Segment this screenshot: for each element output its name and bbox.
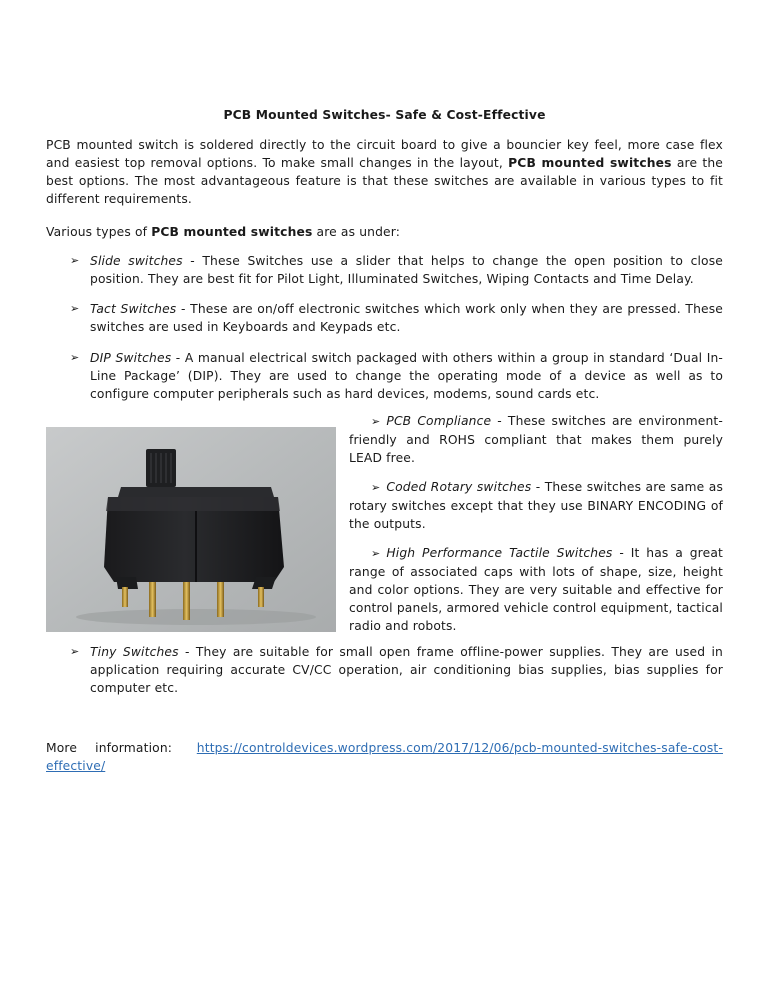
more-information-label: More information: [46, 741, 173, 755]
page-title: PCB Mounted Switches- Safe & Cost-Effective [223, 108, 546, 122]
list-item-pcb-compliance: ➢ PCB Compliance - These switches are environment-friendly and ROHS compliant that makes them purely LEAD free. [349, 414, 723, 465]
intro-paragraph: PCB mounted switch is soldered directly to the circuit board to give a bouncier key feel, more case flex and easiest top removal options. To make small changes in the layout, PCB mounted switches are the best options. The most advantageous feature is that these switches are available in various types to fit different requirements. [46, 138, 724, 206]
various-types-line: Various types of PCB mounted switches are as under: [46, 225, 401, 239]
more-information-link[interactable]: https://controldevices.wordpress.com/2017/12/06/pcb-mounted-switches-safe-cost- [196, 741, 723, 755]
list-item-tiny-switches: Tiny Switches - They are suitable for small open frame offline-power supplies. They are used in application requiring accurate CV/CC operation, air conditioning bias supplies, bias supplies for computer etc. [90, 645, 723, 695]
more-information [46, 739, 723, 775]
arrow-bullet-icon: ➢ [70, 351, 80, 364]
intro-bold-term: PCB mounted switches [508, 156, 672, 170]
list-item-high-performance-tactile-switches: ➢ High Performance Tactile Switches - It has a great range of associated caps with lots of shape, size, height and color options. They are very suitable and effective for control panels, armored vehicle control equipment, tactical radio and robots. [349, 546, 723, 633]
arrow-bullet-icon: ➢ [70, 645, 80, 658]
list-item-dip-switches: DIP Switches - A manual electrical switch packaged with others within a group in standard ‘Dual In-Line Package’ (DIP). They are used to change the operating mode of a device as well as to configure computer peripherals such as hard devices, modems, sound cards etc. [90, 351, 723, 401]
more-information-link-continued[interactable]: effective/ [46, 759, 106, 773]
list-item-slide-switches: Slide switches - These Switches use a slider that helps to change the open position to close position. They are best fit for Pilot Light, Illuminated Switches, Wiping Contacts and Time Delay. [90, 254, 724, 286]
list-item-coded-rotary-switches: ➢ Coded Rotary switches - These switches are same as rotary switches except that they use BINARY ENCODING of the outputs. [349, 480, 723, 531]
arrow-bullet-icon: ➢ [371, 481, 381, 494]
slide-switch-photo [46, 427, 336, 632]
arrow-bullet-icon: ➢ [371, 547, 381, 560]
arrow-bullet-icon: ➢ [371, 415, 381, 428]
arrow-bullet-icon: ➢ [70, 254, 80, 267]
list-item-tact-switches: Tact Switches - These are on/off electronic switches which work only when they are pressed. These switches are used in Keyboards and Keypads etc. [90, 302, 723, 334]
arrow-bullet-icon: ➢ [70, 302, 80, 315]
